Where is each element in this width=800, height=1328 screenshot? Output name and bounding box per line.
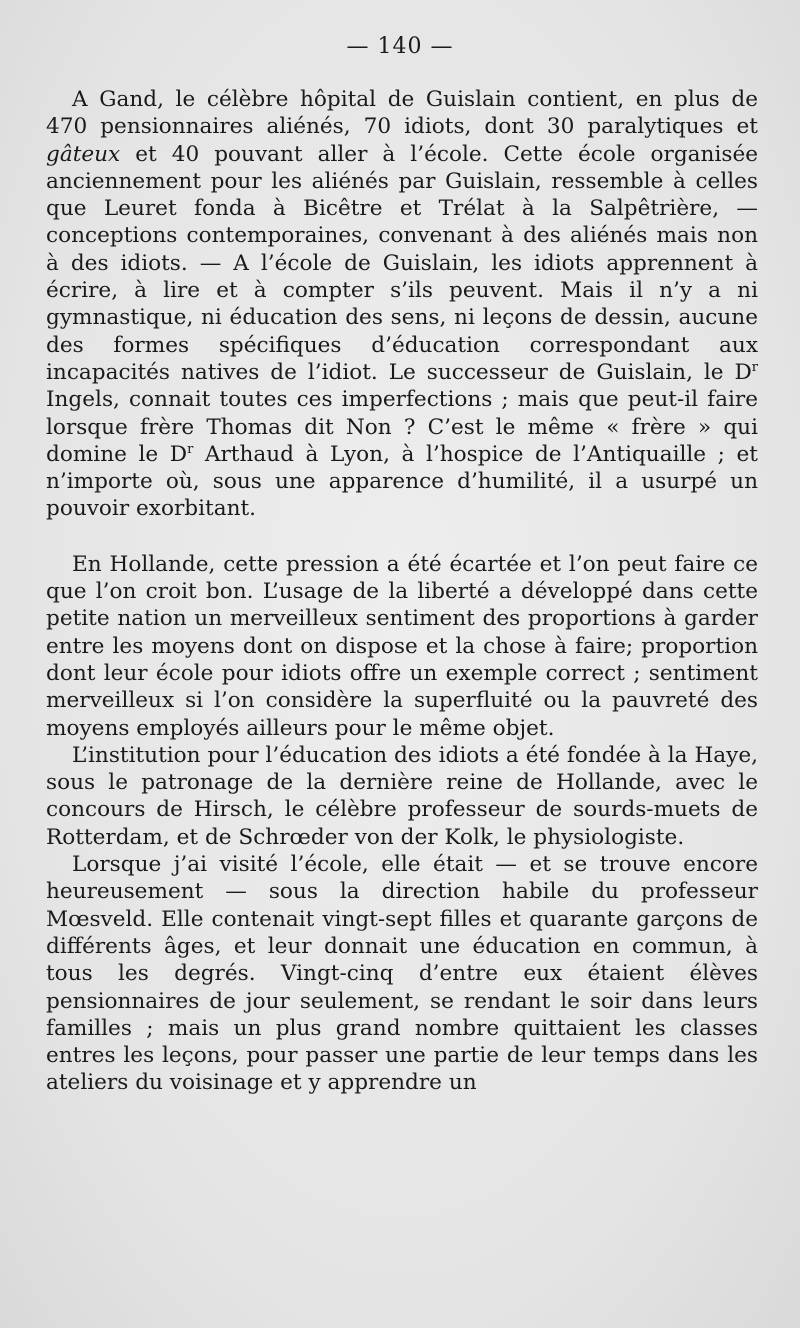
superscript-dr-1: r: [751, 359, 758, 375]
paragraph-2: En Hollande, cette pression a été écartée et l’on peut faire ce que l’on croit bon. L’usage de la liberté a développé dans cette petite nation un merveilleux sentiment des proportions à garder entre les moyens dont on dispose et la chose à faire; proportion dont leur école pour idiots offre un exemple correct ; sentiment merveilleux si l’on considère la superfluité ou la pauvreté des moyens employés ailleurs pour le même objet.: [46, 551, 758, 741]
paragraph-1-part-a: A Gand, le célèbre hôpital de Guislain contient, en plus de 470 pensionnaires aliénés, 70 idiots, dont 30 paralytiques et: [46, 87, 758, 140]
paragraph-4: Lorsque j’ai visité l’école, elle était — et se trouve encore heureusement — sous la direction habile du professeur Mœsveld. Elle contenait vingt-sept filles et quarante garçons de différents âges, et leur donnait une éducation en commun, à tous les degrés. Vingt-cinq d’entre eux étaient élèves pensionnaires de jour seulement, se rendant le soir dans leurs familles ; mais un plus grand nombre quittaient les classes entres les leçons, pour passer une partie de leur temps dans les ateliers du voisinage et y apprendre un: [46, 852, 758, 1096]
paragraph-1-part-g: Arthaud à Lyon, à l’hospice de l’Antiquaille ; et n’importe où, sous une apparence d’humilité, il a usurpé un pouvoir exorbitant.: [46, 441, 758, 522]
superscript-dr-2: r: [187, 441, 194, 457]
page-body: [46, 86, 758, 1097]
paragraph-1-part-e: Ingels, connait toutes ces imperfections ; mais que peut-il faire lorsque frère Thomas dit Non ? C’est le même « frère » qui domine le D: [46, 387, 758, 467]
paragraph-3: L’institution pour l’éducation des idiots a été fondée à la Haye, sous le patronage de la dernière reine de Hollande, avec le concours de Hirsch, le célèbre professeur de sourds-muets de Rotterdam, et de Schrœder von der Kolk, le physiologiste.: [46, 742, 758, 850]
paragraph-1-italic-word: gâteux: [46, 141, 121, 167]
paragraph-1-part-c: et 40 pouvant aller à l’école. Cette école organisée anciennement pour les aliénés par Guislain, ressemble à celles que Leuret fonda à Bicêtre et Trélat à la Salpêtrière, — conceptions contemporaines, convenant à des aliénés mais non à des idiots. — A l’école de Guislain, les idiots apprennent à écrire, à lire et à compter s’ils peuvent. Mais il n’y a ni gymnastique, ni éducation des sens, ni leçons de dessin, aucune des formes spécifiques d’éducation correspondant aux incapacités natives de l’idiot. Le successeur de Guislain, le D: [46, 141, 758, 385]
page-number-header: — 140 —: [346, 34, 454, 59]
paragraph-1: [46, 86, 758, 523]
